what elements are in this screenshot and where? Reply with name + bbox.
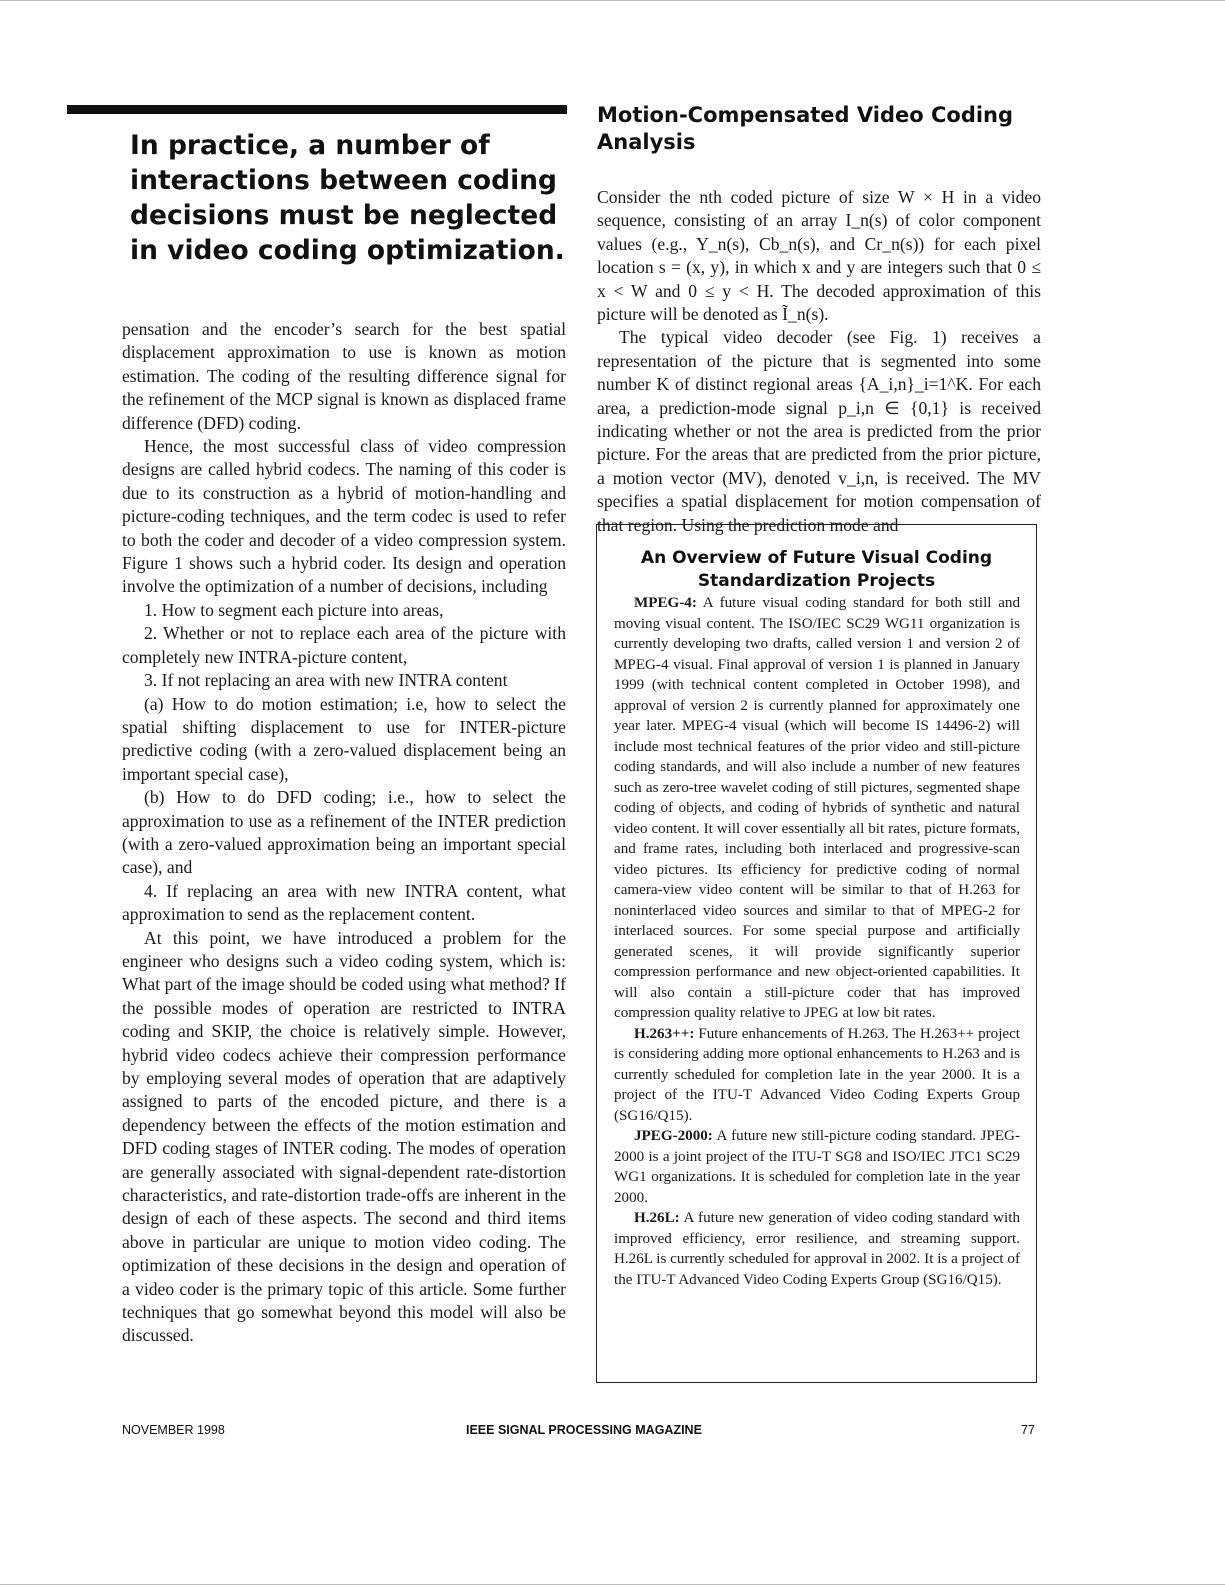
right-column (597, 186, 1041, 537)
page-number: 77 (1021, 1423, 1035, 1437)
entry-text: A future new still-picture coding standard. JPEG-2000 is a joint project of the ITU-T SG8 and ISO/IEC JTC1 SC29 WG1 organizations. It is scheduled for completion late in the year 2000. (614, 1128, 1020, 1206)
paragraph: The typical video decoder (see Fig. 1) receives a representation of the picture that is segmented into some number K of distinct regional areas {A_i,n}_i=1^K. For each area, a prediction-mode signal p_i,n ∈ {0,1} is received indicating whether or not the area is predicted from the prior picture. For the areas that are predicted from the prior picture, a motion vector (MV), denoted v_i,n, is received. The MV specifies a spatial displacement for motion compensation of that region. Using the prediction mode and (597, 327, 1041, 535)
sidebar-body (614, 593, 1020, 1290)
list-item: 2. Whether or not to replace each area of the picture with completely new INTRA-picture content, (122, 623, 566, 667)
paragraph: Consider the nth coded picture of size W × H in a video sequence, consisting of an array I_n(s) of color component values (e.g., Y_n(s), Cb_n(s), and Cr_n(s)) for each pixel location s = (x, y), in which x and y are integers such that 0 ≤ x < W and 0 ≤ y < H. The decoded approximation of this picture will be denoted as Ĩ_n(s). (597, 187, 1041, 325)
entry-text: Future enhancements of H.263. The H.263++ project is considering adding more optional enhancements to H.263 and is currently scheduled for completion late in the year 2000. It is a project of the ITU-T Advanced Video Coding Experts Group (SG16/Q15). (614, 1025, 1021, 1124)
paragraph: Hence, the most successful class of video compression designs are called hybrid codecs. The naming of this coder is due to its construction as a hybrid of motion-handling and picture-coding techniques, and the term codec is used to refer to both the coder and decoder of a video compression system. Figure 1 shows such a hybrid coder. Its design and operation involve the optimization of a number of decisions, including (122, 436, 566, 597)
list-item: 4. If replacing an area with new INTRA content, what approximation to send as the replacement content. (122, 880, 566, 925)
pull-quote: In practice, a number of interactions between coding decisions must be neglected in video coding optimization. (130, 130, 565, 266)
entry-label: H.26L: (634, 1210, 680, 1226)
list-item: (b) How to do DFD coding; i.e., how to select the approximation to use as a refinement of the INTER prediction (with a zero-valued approximation being an important special case), and (122, 787, 566, 878)
sidebar-entry (614, 593, 1020, 1024)
sidebar-title: An Overview of Future Visual Coding Standardization Projects (640, 548, 993, 591)
list-item: 3. If not replacing an area with new INTRA content (144, 670, 508, 691)
entry-label: MPEG-4: (634, 595, 697, 611)
footer-date: NOVEMBER 1998 (122, 1423, 225, 1437)
paragraph: pensation and the encoder’s search for the best spatial displacement approximation to use is known as motion estimation. The coding of the resulting difference signal for the refinement of the MCP signal is known as displaced frame difference (DFD) coding. (122, 319, 566, 433)
sidebar-entry (614, 1126, 1020, 1208)
section-heading: Motion-Compensated Video Coding Analysis (597, 103, 1014, 154)
left-column (122, 318, 566, 1348)
sidebar-entry (614, 1024, 1020, 1127)
top-border (0, 0, 1225, 1)
pull-quote-rule (67, 105, 567, 114)
footer-magazine: IEEE SIGNAL PROCESSING MAGAZINE (466, 1423, 702, 1437)
paragraph: At this point, we have introduced a problem for the engineer who designs such a video coding system, which is: What part of the image should be coded using what method? If the possible modes of operation are restricted to INTRA coding and SKIP, the choice is relatively simple. However, hybrid video codecs achieve their compression performance by employing several modes of operation that are adaptively assigned to parts of the encoded picture, and there is a dependency between the effects of the motion estimation and DFD coding stages of INTER coding. The modes of operation are generally associated with signal-dependent rate-distortion characteristics, and rate-distortion trade-offs are inherent in the design of each of these aspects. The second and third items above in particular are unique to motion video coding. The optimization of these decisions in the design and operation of a video coder is the primary topic of this article. Some further techniques that go somewhat beyond this model will also be discussed. (122, 927, 566, 1346)
sidebar-entry (614, 1208, 1020, 1290)
entry-label: JPEG-2000: (634, 1128, 713, 1144)
list-item: 1. How to segment each picture into areas, (144, 599, 444, 620)
entry-label: H.263++: (634, 1025, 695, 1042)
entry-text: A future new generation of video coding standard with improved efficiency, error resilience, and streaming support. H.26L is currently scheduled for approval in 2002. It is a project of the ITU-T Advanced Video Coding Experts Group (SG16/Q15). (614, 1210, 1020, 1288)
list-item: (a) How to do motion estimation; i.e, how to select the spatial shifting displacement to use for INTER-picture predictive coding (with a zero-valued displacement being an important special case), (122, 693, 566, 784)
entry-text: A future visual coding standard for both still and moving visual content. The ISO/IEC SC29 WG11 organization is currently developing two drafts, called version 1 and version 2 of MPEG-4 visual. Final approval of version 1 is planned in January 1999 (with technical content completed in October 1998), and approval of version 2 is currently planned for approximately one year later. MPEG-4 visual (which will become IS 14496-2) will include most technical features of the prior video and still-picture coding standards, and will also include a number of new features such as zero-tree wavelet coding of still pictures, segmented shape coding of objects, and coding of hybrids of synthetic and natural video content. It will cover essentially all bit rates, picture formats, and frame rates, including both interlaced and progressive-scan video pictures. Its efficiency for predictive coding of normal camera-view video content will be similar to that of H.263 for noninterlaced video sources and similar to that of MPEG-2 for interlaced sources. For some special purpose and artificially generated scenes, it will provide significantly superior compression performance and new object-oriented capabilities. It will also contain a still-picture coder that has improved compression quality relative to JPEG at low bit rates. (614, 595, 1020, 1021)
